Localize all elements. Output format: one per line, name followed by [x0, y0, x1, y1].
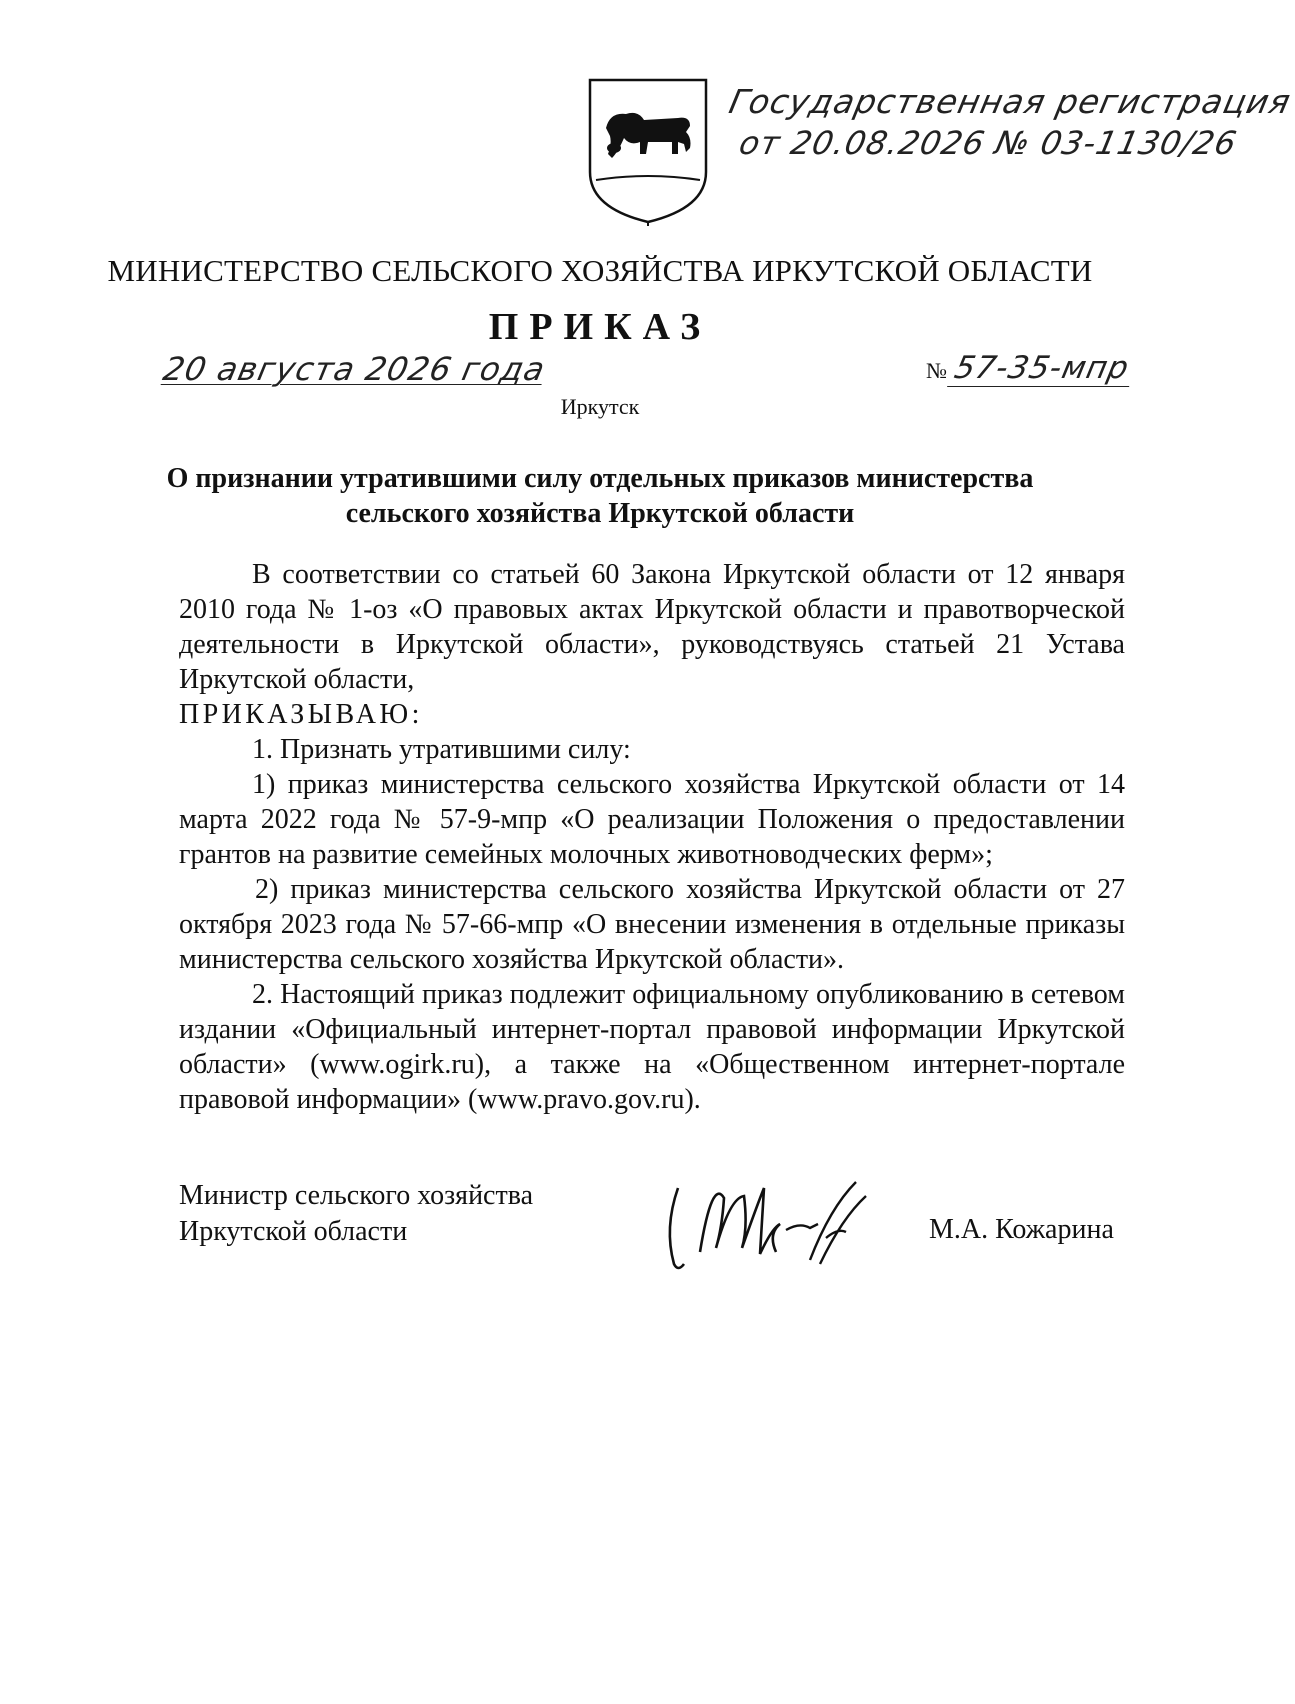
document-number-block [926, 350, 1133, 387]
document-title: О признании утратившими силу отдельных приказов министерства сельского хозяйства Иркутской области [166, 463, 1034, 529]
signer-position [179, 1178, 533, 1250]
document-type: ПРИКАЗ [488, 306, 712, 348]
handwritten-signature-image [660, 1168, 890, 1278]
document-city: Иркутск [560, 394, 640, 419]
preamble-paragraph: В соответствии со статьей 60 Закона Иркутской области от 12 января 2010 года № 1-оз «О правовых актах Иркутской области и правотворческой деятельности в Иркутской области», руководствуясь статьей 21 Устава Иркутской области, [179, 559, 1125, 695]
item1-heading: 1. Признать утратившими силу: [252, 734, 631, 765]
signer-name: М.А. Кожарина [929, 1214, 1114, 1245]
order-word: ПРИКАЗЫВАЮ: [179, 699, 423, 730]
registration-note-line2: от 20.08.2026 № 03-1130/26 [735, 124, 1241, 162]
signer-position-line1: Министр сельского хозяйства [179, 1180, 533, 1211]
item1-subitem1: 1) приказ министерства сельского хозяйства Иркутской области от 14 марта 2022 года № 57-9-мпр «О реализации Положения о предоставлении грантов на развитие семейных молочных животноводческих ферм»; [179, 769, 1125, 870]
signer-position-line2: Иркутской области [179, 1216, 408, 1247]
document-number: 57-35-мпр [947, 350, 1136, 387]
item2-paragraph: 2. Настоящий приказ подлежит официальному опубликованию в сетевом издании «Официальный интернет-портал правовой информации Иркутской области» (www.ogirk.ru), а также на «Общественном интернет-портале правовой информации» (www.pravo.gov.ru). [179, 979, 1125, 1115]
coat-of-arms-image [586, 76, 710, 226]
document-body [179, 557, 1125, 1117]
number-sign: № [926, 358, 947, 383]
ministry-name: МИНИСТЕРСТВО СЕЛЬСКОГО ХОЗЯЙСТВА ИРКУТСКОЙ ОБЛАСТИ [107, 253, 1093, 288]
item1-subitem2: 2) приказ министерства сельского хозяйства Иркутской области от 27 октября 2023 года № 57-66-мпр «О внесении изменения в отдельные приказы министерства сельского хозяйства Иркутской области». [179, 874, 1125, 975]
document-date: 20 августа 2026 года [159, 350, 549, 388]
registration-note-line1: Государственная регистрация [725, 82, 1295, 121]
